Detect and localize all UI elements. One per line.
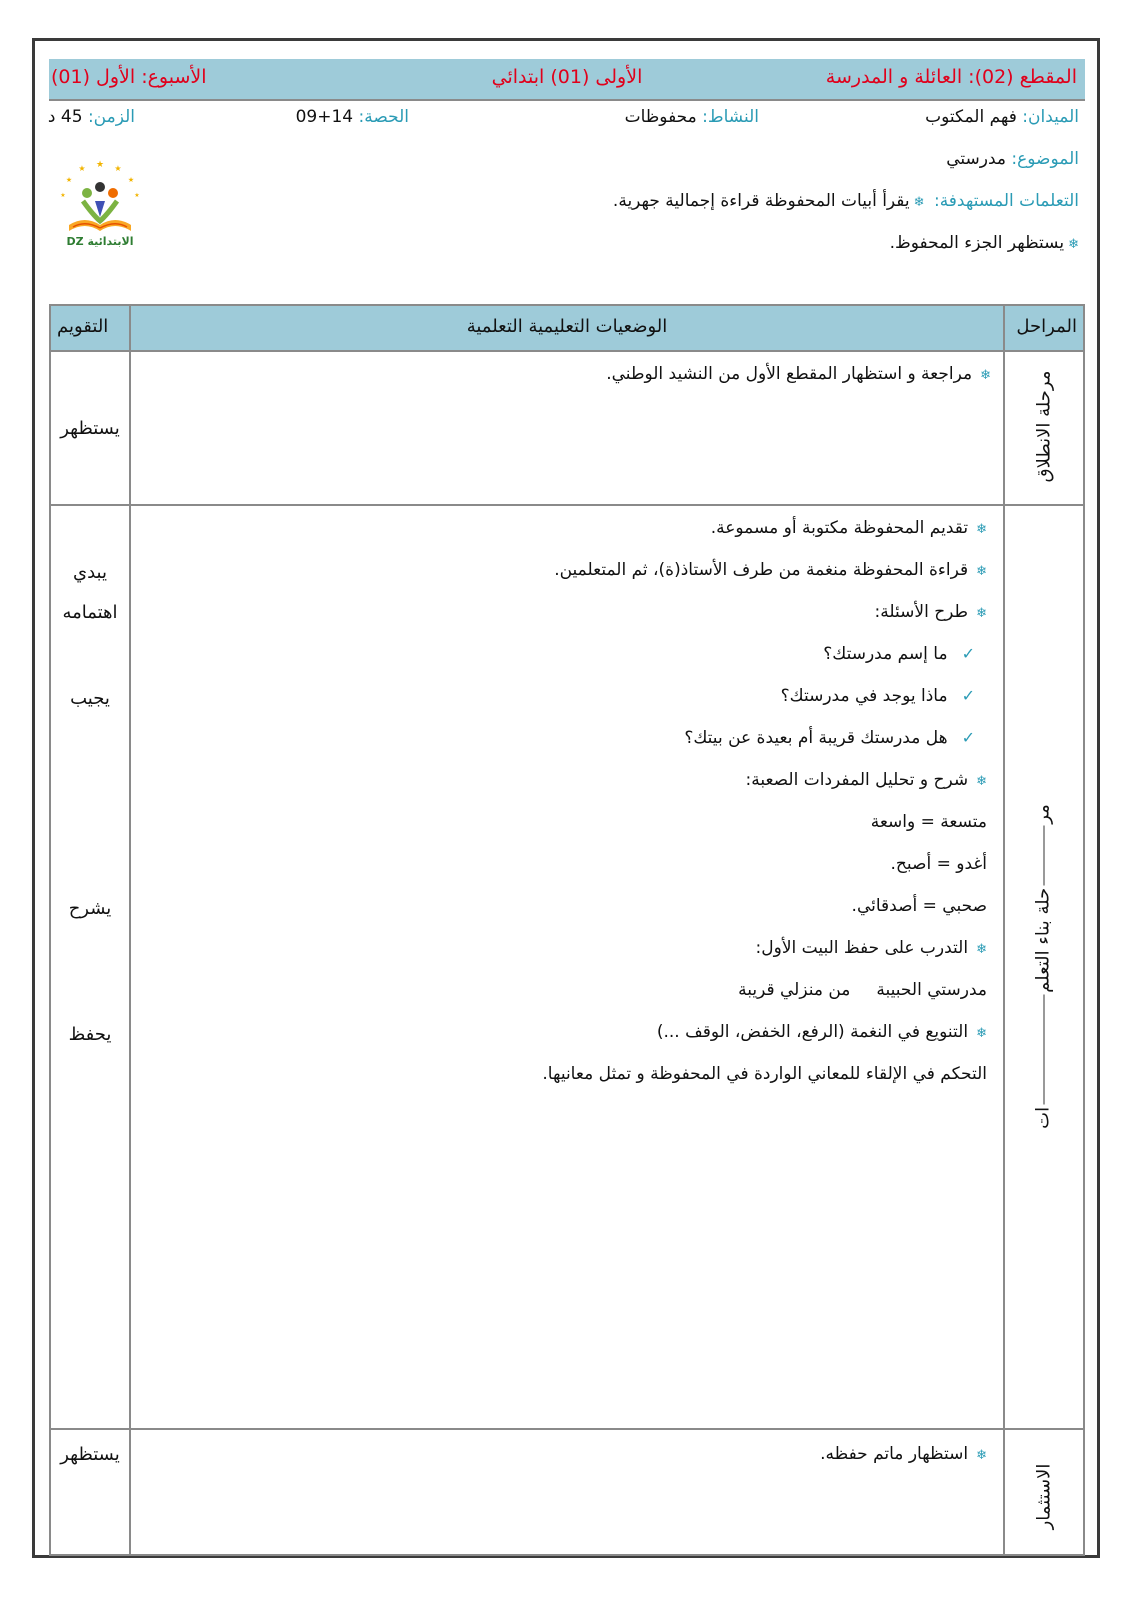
svg-text:★: ★ [134,192,140,199]
checkmark-icon: ✓ [961,686,975,705]
build-item: ❄شرح و تحليل المفردات الصعبة: [745,770,987,790]
time-info [48,107,135,127]
build-item: ❄طرح الأسئلة: [874,602,987,622]
lesson-sheet [49,59,1085,1541]
session-value: 09+14 [295,107,354,127]
divider [51,350,1083,352]
build-item: ❄تقديم المحفوظة مكتوبة أو مسموعة. [710,518,987,538]
objective-2-info [890,233,1079,253]
time-value: 45 د [47,107,83,127]
objective-1: يقرأ أبيات المحفوظة قراءة إجمالية جهرية. [612,191,910,211]
activity-info [625,107,759,127]
svg-text:★: ★ [60,192,66,199]
lesson-table [49,304,1085,1556]
stage-line [1044,826,1045,886]
question-item: ✓هل مدرستك قريبة أم بعيدة عن بيتك؟ [684,728,975,748]
stage-line [1044,995,1045,1105]
investment-item: ❄استظهار ماتم حفظه. [820,1444,987,1464]
divider [51,504,1083,506]
build-item: ❄التنويع في النغمة (الرفع، الخفض، الوقف ...) [656,1022,987,1042]
school-logo [55,155,145,253]
session-info [296,107,409,127]
session-label: الحصة: [358,107,409,127]
col-header-stages: المراحل [1016,316,1077,337]
stage-investment: الاستثمار [1033,1463,1055,1530]
evaluation-investment: يستظهر [60,1444,120,1465]
evaluation-item: يجيب [70,688,110,709]
divider [1003,306,1005,1554]
stage-build-part-2: حلة بناء التعلم [1032,887,1054,993]
topic-label: الموضوع: [1011,149,1079,169]
page-frame [32,38,1100,1558]
stage-build-part-3: ات [1032,1106,1054,1129]
svg-text:★: ★ [65,176,73,184]
evaluation-item: يشرح [68,898,112,919]
build-item: ❄التدرب على حفظ البيت الأول: [755,938,987,958]
snowflake-icon: ❄ [976,522,987,537]
divider [51,1428,1083,1430]
logo-text: الابتدائية DZ [66,235,134,248]
objectives-info [613,191,1079,211]
col-header-situations: الوضعيات التعليمية التعلمية [466,316,668,337]
vocab-item: صحبي = أصدقائي. [851,896,987,916]
field-info [925,107,1079,127]
snowflake-icon: ❄ [976,942,987,957]
launch-item: ❄مراجعة و استظهار المقطع الأول من النشيد الوطني. [606,364,991,384]
vocab-item: متسعة = واسعة [870,812,987,832]
header-bar [49,59,1085,101]
time-label: الزمن: [87,107,135,127]
stage-launch: مرحلة الانطلاق [1033,370,1055,483]
question-item: ✓ما إسم مدرستك؟ [823,644,975,664]
objective-2: يستظهر الجزء المحفوظ. [889,233,1065,253]
snowflake-icon: ❄ [1068,237,1079,252]
snowflake-icon: ❄ [976,1026,987,1041]
evaluation-item: اهتمامه [62,602,118,623]
svg-text:★: ★ [127,176,135,184]
vocab-item: أغدو = أصبح. [890,854,987,874]
topic-row [49,149,1085,179]
snowflake-icon: ❄ [976,606,987,621]
build-item: ❄قراءة المحفوظة منغمة من طرف الأستاذ(ة)، ثم المتعلمين. [554,560,987,580]
svg-text:★: ★ [114,164,122,173]
segment-title: المقطع (02): العائلة و المدرسة [825,66,1077,88]
week-title: الأسبوع: الأول (01) [51,66,207,88]
snowflake-icon: ❄ [976,1448,987,1463]
snowflake-icon: ❄ [976,774,987,789]
topic-value: مدرستي [946,149,1006,169]
evaluation-item: يبدي [73,562,107,583]
verse-part-2: من منزلي قريبة [738,980,851,1000]
field-label: الميدان: [1022,107,1079,127]
verse-line [738,980,987,1000]
col-header-evaluation: التقويم [57,316,109,337]
objectives-label: التعلمات المستهدفة: [933,191,1079,211]
evaluation-launch: يستظهر [60,418,120,439]
checkmark-icon: ✓ [961,728,975,747]
checkmark-icon: ✓ [961,644,975,663]
svg-text:★: ★ [95,160,105,170]
divider [129,306,131,1554]
evaluation-item: يحفظ [68,1024,112,1045]
question-item: ✓ماذا يوجد في مدرستك؟ [780,686,975,706]
field-value: فهم المكتوب [925,107,1017,127]
objectives-row [49,191,1085,221]
snowflake-icon: ❄ [913,195,925,210]
level-title: الأولى (01) ابتدائي [491,66,643,88]
info-row-1 [49,107,1085,137]
snowflake-icon: ❄ [976,564,987,579]
activity-label: النشاط: [702,107,759,127]
snowflake-icon: ❄ [980,368,991,383]
verse-part-1: مدرستي الحبيبة [876,980,987,1000]
objective-2-row [49,233,1085,263]
svg-text:★: ★ [78,164,86,173]
build-item: التحكم في الإلقاء للمعاني الواردة في المحفوظة و تمثل معانيها. [542,1064,987,1084]
topic-info [946,149,1079,169]
stage-build [1033,737,1054,1197]
activity-value: محفوظات [624,107,697,127]
stage-build-part-1: مر [1032,804,1054,824]
